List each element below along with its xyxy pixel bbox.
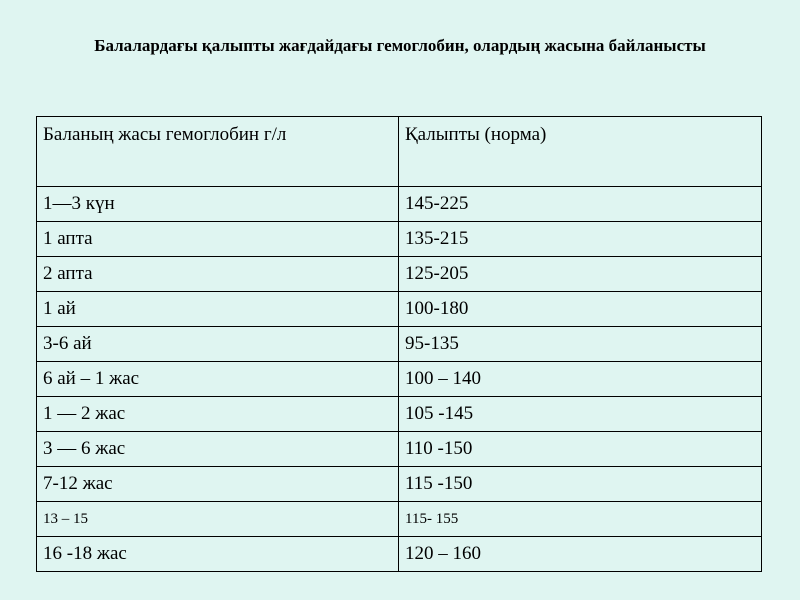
- norm-cell: 105 -145: [399, 397, 762, 432]
- age-cell: 3-6 ай: [37, 327, 399, 362]
- age-cell: 1—3 күн: [37, 187, 399, 222]
- norm-cell: 135-215: [399, 222, 762, 257]
- norm-cell: 145-225: [399, 187, 762, 222]
- table-row: [37, 222, 762, 257]
- age-cell: 7-12 жас: [37, 467, 399, 502]
- age-cell: 16 -18 жас: [37, 537, 399, 572]
- table-row: [37, 292, 762, 327]
- age-cell: 3 — 6 жас: [37, 432, 399, 467]
- column-header-age: Баланың жасы гемоглобин г/л: [37, 117, 399, 187]
- norm-cell: 100 – 140: [399, 362, 762, 397]
- table-row: [37, 467, 762, 502]
- table-row: [37, 362, 762, 397]
- age-cell: 1 — 2 жас: [37, 397, 399, 432]
- hemoglobin-norm-table: [36, 116, 762, 572]
- table-row: [37, 327, 762, 362]
- age-cell: 13 – 15: [37, 502, 399, 537]
- norm-cell: 115- 155: [399, 502, 762, 537]
- column-header-norm: Қалыпты (норма): [399, 117, 762, 187]
- norm-cell: 110 -150: [399, 432, 762, 467]
- table-row: [37, 187, 762, 222]
- age-cell: 6 ай – 1 жас: [37, 362, 399, 397]
- age-cell: 1 апта: [37, 222, 399, 257]
- table-header-row: [37, 117, 762, 187]
- norm-cell: 100-180: [399, 292, 762, 327]
- table-row: [37, 257, 762, 292]
- table-row: [37, 432, 762, 467]
- norm-cell: 95-135: [399, 327, 762, 362]
- page-title: Балалардағы қалыпты жағдайдағы гемоглобин, олардың жасына байланысты: [94, 36, 706, 55]
- age-cell: 2 апта: [37, 257, 399, 292]
- norm-cell: 120 – 160: [399, 537, 762, 572]
- table-row: [37, 397, 762, 432]
- norm-cell: 115 -150: [399, 467, 762, 502]
- age-cell: 1 ай: [37, 292, 399, 327]
- norm-cell: 125-205: [399, 257, 762, 292]
- table-row: [37, 537, 762, 572]
- table-row: [37, 502, 762, 537]
